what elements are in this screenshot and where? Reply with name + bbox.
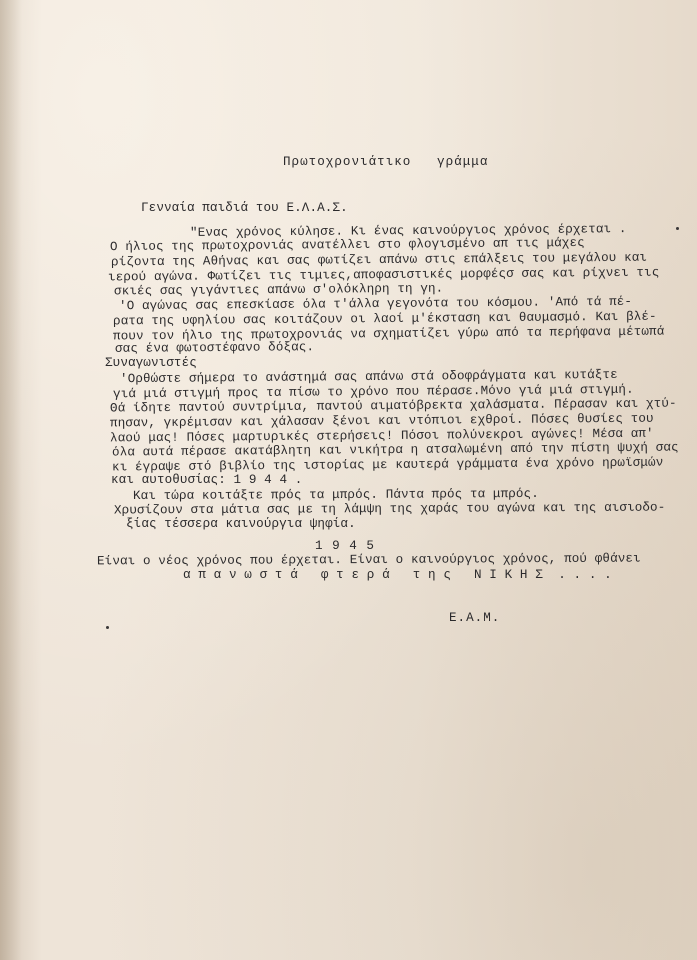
letter-line: ξίας τέσσερα καινούργια ψηφία. [126,517,356,531]
letter-line: πουν τον ήλιο της πρωτοχρονιάς να σχηματίζει γύρω από τα περήφανα μέτωπά [112,324,665,344]
letter-line: 'Ορθώστε σήμερα το ανάστημά σας απάνω στά οδοφράγματα και κυτάξτε [119,367,618,387]
paper-fold-shadow [0,0,22,960]
letter-line: όλα αυτά πέρασε ακατάβλητη και νικήτρα η ατσαλωμένη από την πίστη ψυχή σας [111,440,679,460]
letter-line: "Ενας χρόνος κύλησε. Κι ένας καινούργιος χρόνος έρχεται . [189,222,627,240]
letter-line: και αυτοθυσίας: 1 9 4 4 . [111,473,303,487]
letter-line: κι έγραψε στό βιβλίο της ιστορίας με καυτερά γράμματα ένα χρόνο ηρωϊσμών [111,455,664,475]
letter-title: Πρωτοχρονιάτικο γράμμα [283,155,489,169]
signature: Ε.Α.Μ. [449,611,501,625]
ink-speck [676,227,679,230]
letter-line: Χρυσίζουν στα μάτια σας με τη λάμψη της χαράς του αγώνα και της αισιοδο- [113,500,666,518]
letter-line: σκιές σας γιγάντιες απάνω σ'ολόκληρη τη γη. [113,281,444,299]
year-heading: 1 9 4 5 [315,539,375,553]
letter-line: γιά μιά στιγμή προς τα πίσω το χρόνο που πέρασε.Μόνο γιά μιά στιγμή. [112,382,634,402]
letter-line: Είναι ο νέος χρόνος που έρχεται. Είναι ο καινούργιος χρόνος, πού φθάνει [96,551,641,569]
letter-line: ρίζοντα της Αθήνας και σας φωτίζει απάνω στις επάλξεις του μεγάλου και [110,250,648,270]
letter-line-spaced: α π α ν ω σ τ ά φ τ ε ρ ά τ η ς Ν Ι Κ Η Σ . . . . [183,568,612,582]
letter-greeting: Γενναία παιδιά του Ε.Λ.Α.Σ. [141,201,348,215]
letter-line: Θά ίδητε παντού συντρίμια, παντού αιματόβρεκτα χαλάσματα. Πέρασαν και χτύ- [109,396,677,416]
letter-line: λαού μας! Πόσες μαρτυρικές στερήσεις! Πόσοι πολύνεκροι αγώνες! Μέσα απ' [109,426,654,446]
letter-line: πησαν, γκρέμισαν και χάλασαν ξένοι και ντόπιοι εχθροί. Πόσες θυσίες του [109,411,654,431]
letter-line: 'Ο αγώνας σας επεσκίασε όλα τ'άλλα γεγονότα του κόσμου. 'Από τά πέ- [118,294,633,314]
letter-line: ιερού αγώνα. Φωτίζει τις τιμιες,αποφασιστικές μορφέςσ σας και ρίχνει τις [107,265,660,285]
letter-line: σας ένα φωτοστέφανο δόξας. [114,340,315,356]
letter-line: Συναγωνιστές [105,356,197,370]
letter-line: Και τώρα κοιτάξτε πρός τα μπρός. Πάντα πρός τα μπρός. [132,486,539,504]
ink-speck [106,626,109,629]
letter-line: ρατα της υφηλίου σας κοιτάζουν οι λαοί μ'έκσταση και θαυμασμό. Και βλέ- [112,309,657,329]
letter-line: Ο ήλιος της πρωτοχρονιάς ανατέλλει στο φλογισμένο απ τις μάχες [109,235,585,255]
